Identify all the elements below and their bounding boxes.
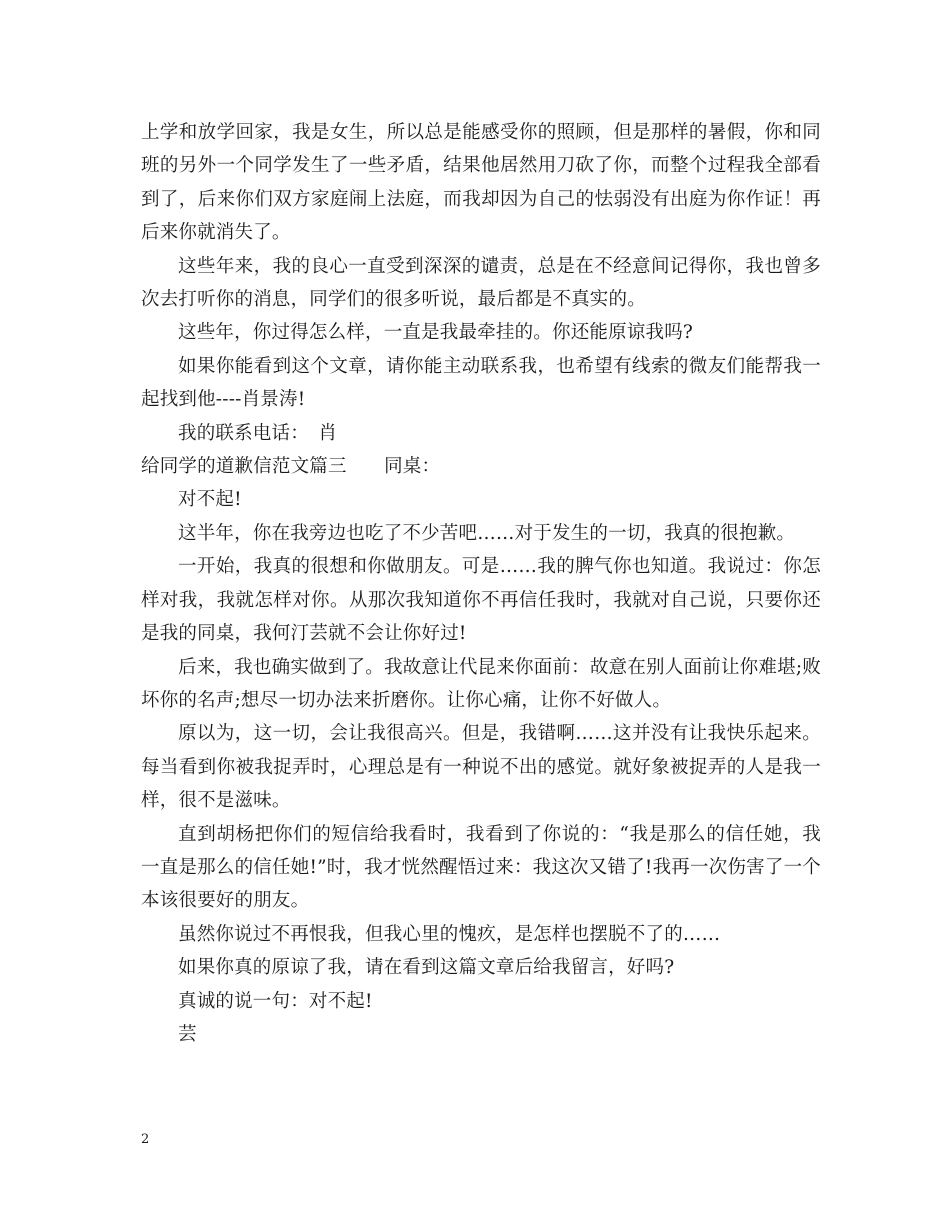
page-number: 2 [141,1132,150,1147]
section-heading: 给同学的道歉信范文篇三 同桌： [141,456,441,478]
paragraph-8: 一开始，我真的很想和你做朋友。可是……我的脾气你也知道。我说过：你怎样对我，我就怎样对你。从那次我知道你不再信任我时，我就对自己说，只要你还是我的同桌，我何汀芸就不会让你好过! [141,556,821,645]
paragraph-7: 这半年，你在我旁边也吃了不少苦吧……对于发生的一切，我真的很抱歉。 [178,522,796,544]
paragraph-10: 原以为，这一切，会让我很高兴。但是，我错啊……这并没有让我快乐起来。每当看到你被我捉弄时，心理总是有一种说不出的感觉。就好象被捉弄的人是我一样，很不是滋味。 [141,723,821,812]
paragraph-14: 真诚的说一句：对不起! [178,990,373,1012]
paragraph-3: 这些年，你过得怎么样，一直是我最牵挂的。你还能原谅我吗? [178,322,694,344]
paragraph-11: 直到胡杨把你们的短信给我看时，我看到了你说的：“我是那么的信任她，我一直是那么的信任她!”时，我才恍然醒悟过来：我这次又错了!我再一次伤害了一个本该很要好的朋友。 [141,823,821,912]
paragraph-12: 虽然你说过不再恨我，但我心里的愧疚，是怎样也摆脱不了的…… [178,923,721,945]
paragraph-2: 这些年来，我的良心一直受到深深的谴责，总是在不经意间记得你，我也曾多次去打听你的消息，同学们的很多听说，最后都是不真实的。 [141,255,821,311]
paragraph-1: 上学和放学回家，我是女生，所以总是能感受你的照顾，但是那样的暑假，你和同班的另外一个同学发生了一些矛盾，结果他居然用刀砍了你，而整个过程我全部看到了，后来你们双方家庭闹上法庭，而我却因为自己的怯弱没有出庭为你作证！再后来你就消失了。 [141,122,821,244]
signature: 芸 [178,1023,197,1045]
document-body [141,116,821,1051]
paragraph-4: 如果你能看到这个文章，请你能主动联系我，也希望有线索的微友们能帮我一起找到他----肖景涛! [141,355,821,411]
paragraph-contact: 我的联系电话： 肖 [178,422,338,444]
paragraph-9: 后来，我也确实做到了。我故意让代昆来你面前：故意在别人面前让你难堪;败坏你的名声;想尽一切办法来折磨你。让你心痛，让你不好做人。 [141,656,821,711]
paragraph-apology-start: 对不起! [178,489,242,511]
paragraph-13: 如果你真的原谅了我，请在看到这篇文章后给我留言，好吗? [178,957,675,979]
